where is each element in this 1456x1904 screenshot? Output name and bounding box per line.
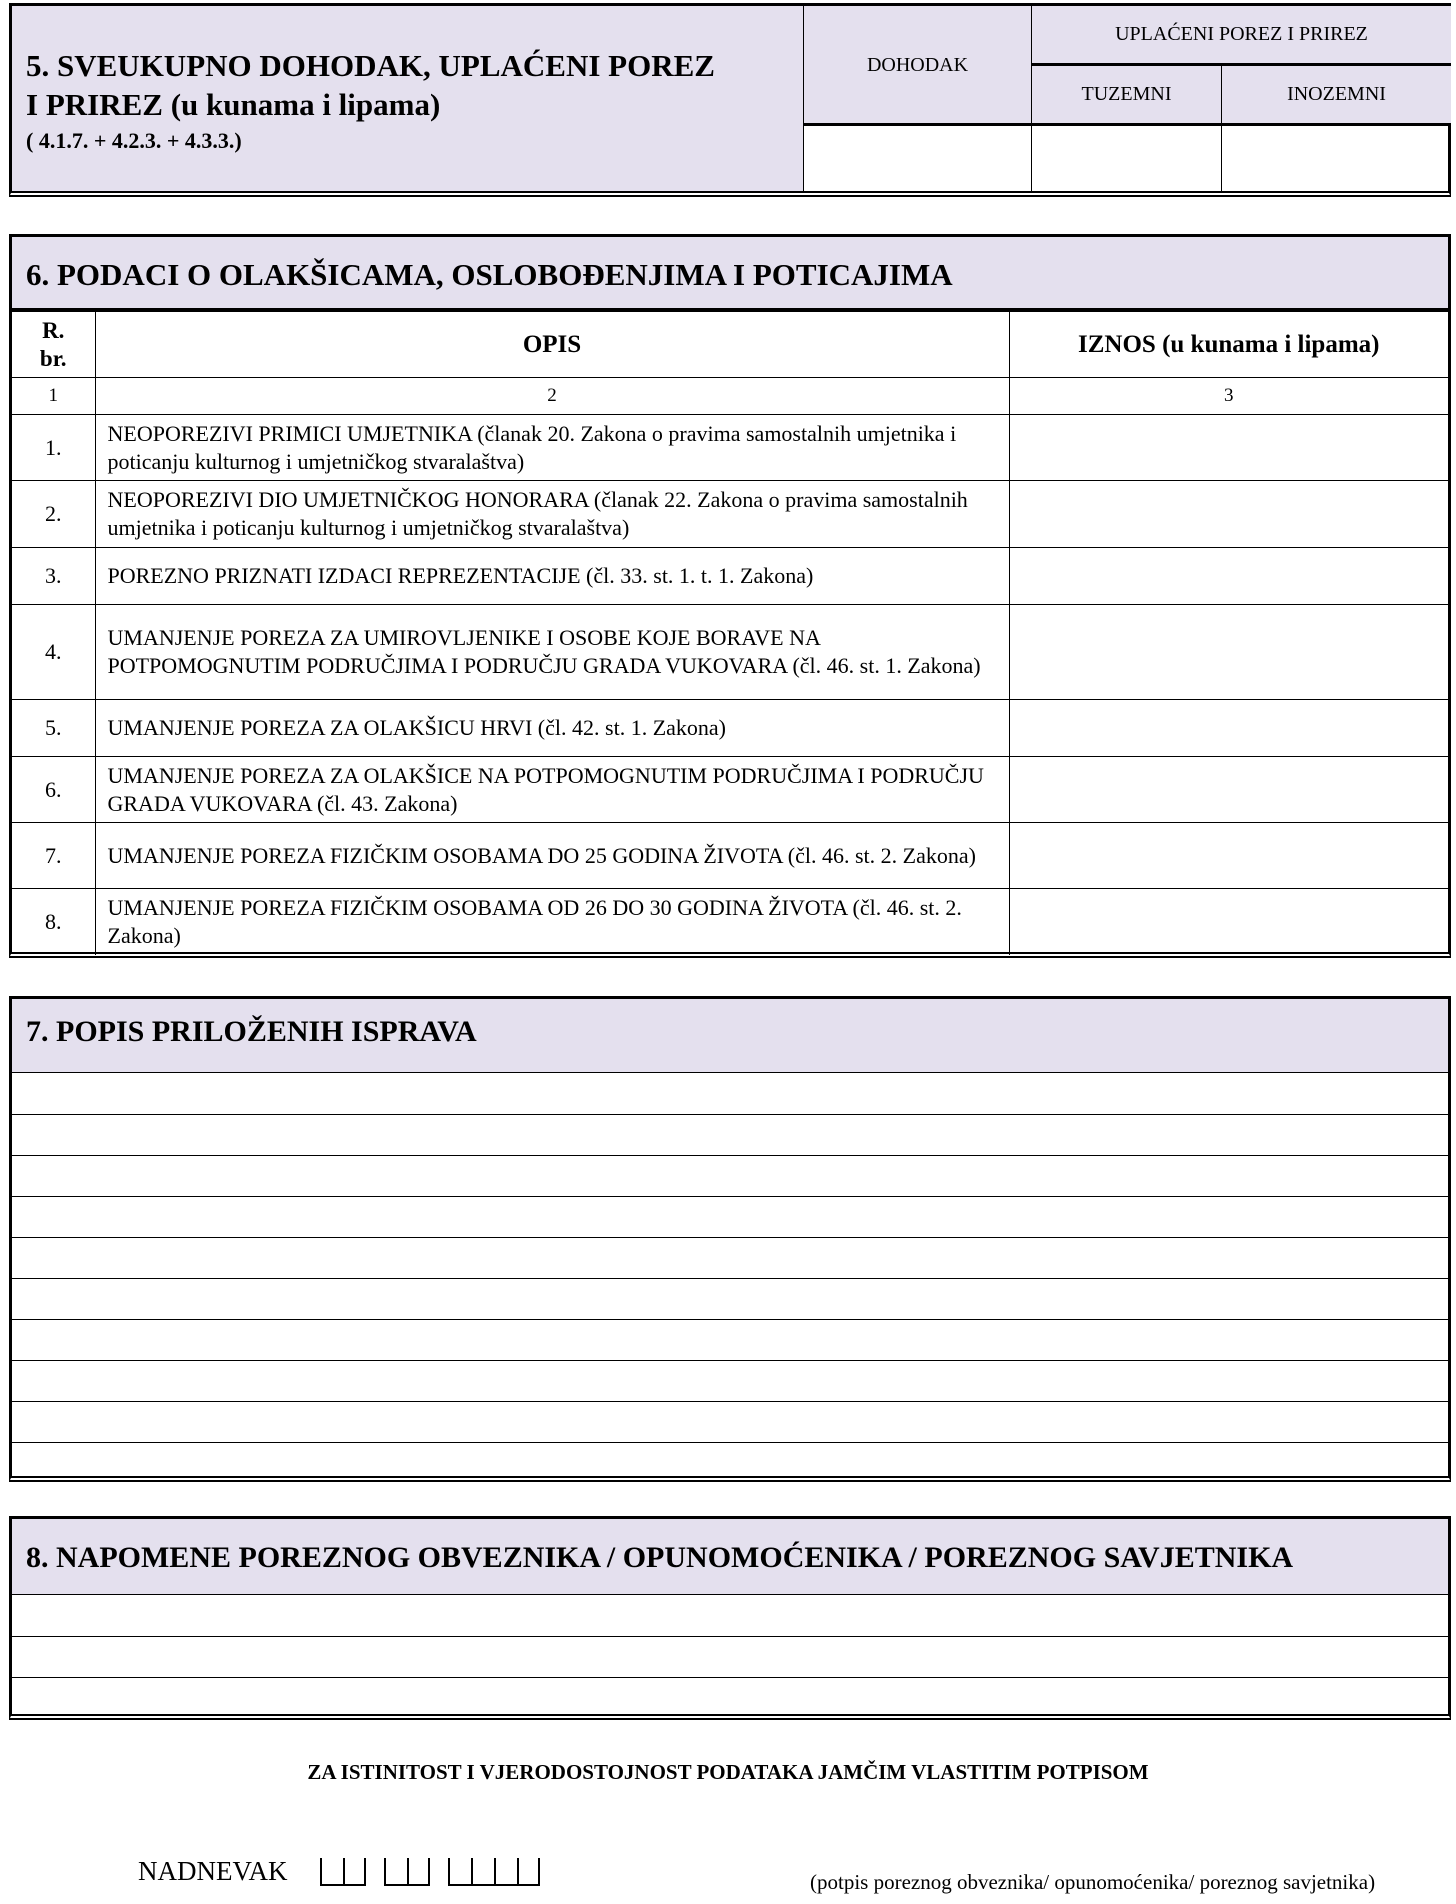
notes-lines[interactable] xyxy=(12,1595,1448,1714)
section-5 xyxy=(9,3,1451,197)
date-year-boxes[interactable] xyxy=(448,1858,540,1888)
col-num-2: 2 xyxy=(95,378,1009,415)
table-header-row xyxy=(12,312,1448,378)
signature-label: (potpis poreznog obveznika/ opunomoćenika/ poreznog savjetnika) xyxy=(810,1870,1376,1894)
iznos-field[interactable] xyxy=(1009,605,1448,700)
inozemni-header: INOZEMNI xyxy=(1222,66,1451,126)
row-description: UMANJENJE POREZA FIZIČKIM OSOBAMA OD 26 DO 30 GODINA ŽIVOTA (čl. 46. st. 2. Zakona) xyxy=(95,889,1009,955)
iznos-field[interactable] xyxy=(1009,757,1448,823)
date-field[interactable] xyxy=(320,1858,540,1888)
table-row xyxy=(12,415,1448,481)
col-num-1: 1 xyxy=(12,378,95,415)
row-number: 6. xyxy=(12,757,95,823)
section-7-header: 7. POPIS PRILOŽENIH ISPRAVA xyxy=(12,999,1448,1073)
row-description: UMANJENJE POREZA ZA OLAKŠICE NA POTPOMOGNUTIM PODRUČJIMA I PODRUČJU GRADA VUKOVARA (čl. 43. Zakona) xyxy=(95,757,1009,823)
section-8-header: 8. NAPOMENE POREZNOG OBVEZNIKA / OPUNOMOĆENIKA / POREZNOG SAVJETNIKA xyxy=(12,1519,1448,1595)
date-day-boxes[interactable] xyxy=(320,1858,366,1888)
tuzemni-header: TUZEMNI xyxy=(1032,66,1222,126)
iznos-field[interactable] xyxy=(1009,823,1448,889)
col-num-3: 3 xyxy=(1009,378,1448,415)
col-rbr: R. br. xyxy=(12,312,95,378)
row-description: POREZNO PRIZNATI IZDACI REPREZENTACIJE (čl. 33. st. 1. t. 1. Zakona) xyxy=(95,548,1009,605)
statement: ZA ISTINITOST I VJERODOSTOJNOST PODATAKA JAMČIM VLASTITIM POTPISOM xyxy=(307,1760,1149,1784)
dohodak-header: DOHODAK xyxy=(804,6,1032,126)
iznos-field[interactable] xyxy=(1009,548,1448,605)
dohodak-field[interactable] xyxy=(804,126,1032,191)
section-8 xyxy=(9,1516,1451,1720)
date-label: NADNEVAK xyxy=(138,1856,288,1886)
iznos-field[interactable] xyxy=(1009,700,1448,757)
row-description: NEOPOREZIVI PRIMICI UMJETNIKA (članak 20. Zakona o pravima samostalnih umjetnika i poticanju kulturnog i umjetničkog stvaralaštva) xyxy=(95,415,1009,481)
attachments-lines[interactable] xyxy=(12,1073,1448,1476)
table-row xyxy=(12,481,1448,548)
row-number: 2. xyxy=(12,481,95,548)
row-number: 3. xyxy=(12,548,95,605)
olaksice-table xyxy=(12,311,1448,955)
iznos-field[interactable] xyxy=(1009,481,1448,548)
row-number: 7. xyxy=(12,823,95,889)
inozemni-field[interactable] xyxy=(1222,126,1451,191)
section-6-header: 6. PODACI O OLAKŠICAMA, OSLOBOĐENJIMA I POTICAJIMA xyxy=(12,237,1448,311)
table-row xyxy=(12,757,1448,823)
row-description: UMANJENJE POREZA ZA OLAKŠICU HRVI (čl. 42. st. 1. Zakona) xyxy=(95,700,1009,757)
table-row xyxy=(12,605,1448,700)
row-description: UMANJENJE POREZA ZA UMIROVLJENIKE I OSOBE KOJE BORAVE NA POTPOMOGNUTIM PODRUČJIMA I PODRUČJU GRADA VUKOVARA (čl. 46. st. 1. Zakona) xyxy=(95,605,1009,700)
section-5-formula: ( 4.1.7. + 4.2.3. + 4.3.3.) xyxy=(26,128,242,153)
section-5-title: 5. SVEUKUPNO DOHODAK, UPLAĆENI POREZ I PRIREZ (u kunama i lipama) xyxy=(26,48,715,122)
row-number: 4. xyxy=(12,605,95,700)
col-iznos: IZNOS (u kunama i lipama) xyxy=(1009,312,1448,378)
col-opis: OPIS xyxy=(95,312,1009,378)
iznos-field[interactable] xyxy=(1009,889,1448,955)
tuzemni-field[interactable] xyxy=(1032,126,1222,191)
section-5-title-cell xyxy=(12,6,804,191)
uplaceni-header: UPLAĆENI POREZ I PRIREZ xyxy=(1032,6,1451,66)
column-number-row xyxy=(12,378,1448,415)
row-description: UMANJENJE POREZA FIZIČKIM OSOBAMA DO 25 GODINA ŽIVOTA (čl. 46. st. 2. Zakona) xyxy=(95,823,1009,889)
row-number: 5. xyxy=(12,700,95,757)
row-number: 1. xyxy=(12,415,95,481)
table-row xyxy=(12,823,1448,889)
row-description: NEOPOREZIVI DIO UMJETNIČKOG HONORARA (članak 22. Zakona o pravima samostalnih umjetnika i poticanju kulturnog i umjetničkog stvaralaštva) xyxy=(95,481,1009,548)
section-6 xyxy=(9,234,1451,958)
date-month-boxes[interactable] xyxy=(384,1858,430,1888)
table-row xyxy=(12,889,1448,955)
table-row xyxy=(12,548,1448,605)
table-row xyxy=(12,700,1448,757)
iznos-field[interactable] xyxy=(1009,415,1448,481)
section-7 xyxy=(9,996,1451,1482)
row-number: 8. xyxy=(12,889,95,955)
